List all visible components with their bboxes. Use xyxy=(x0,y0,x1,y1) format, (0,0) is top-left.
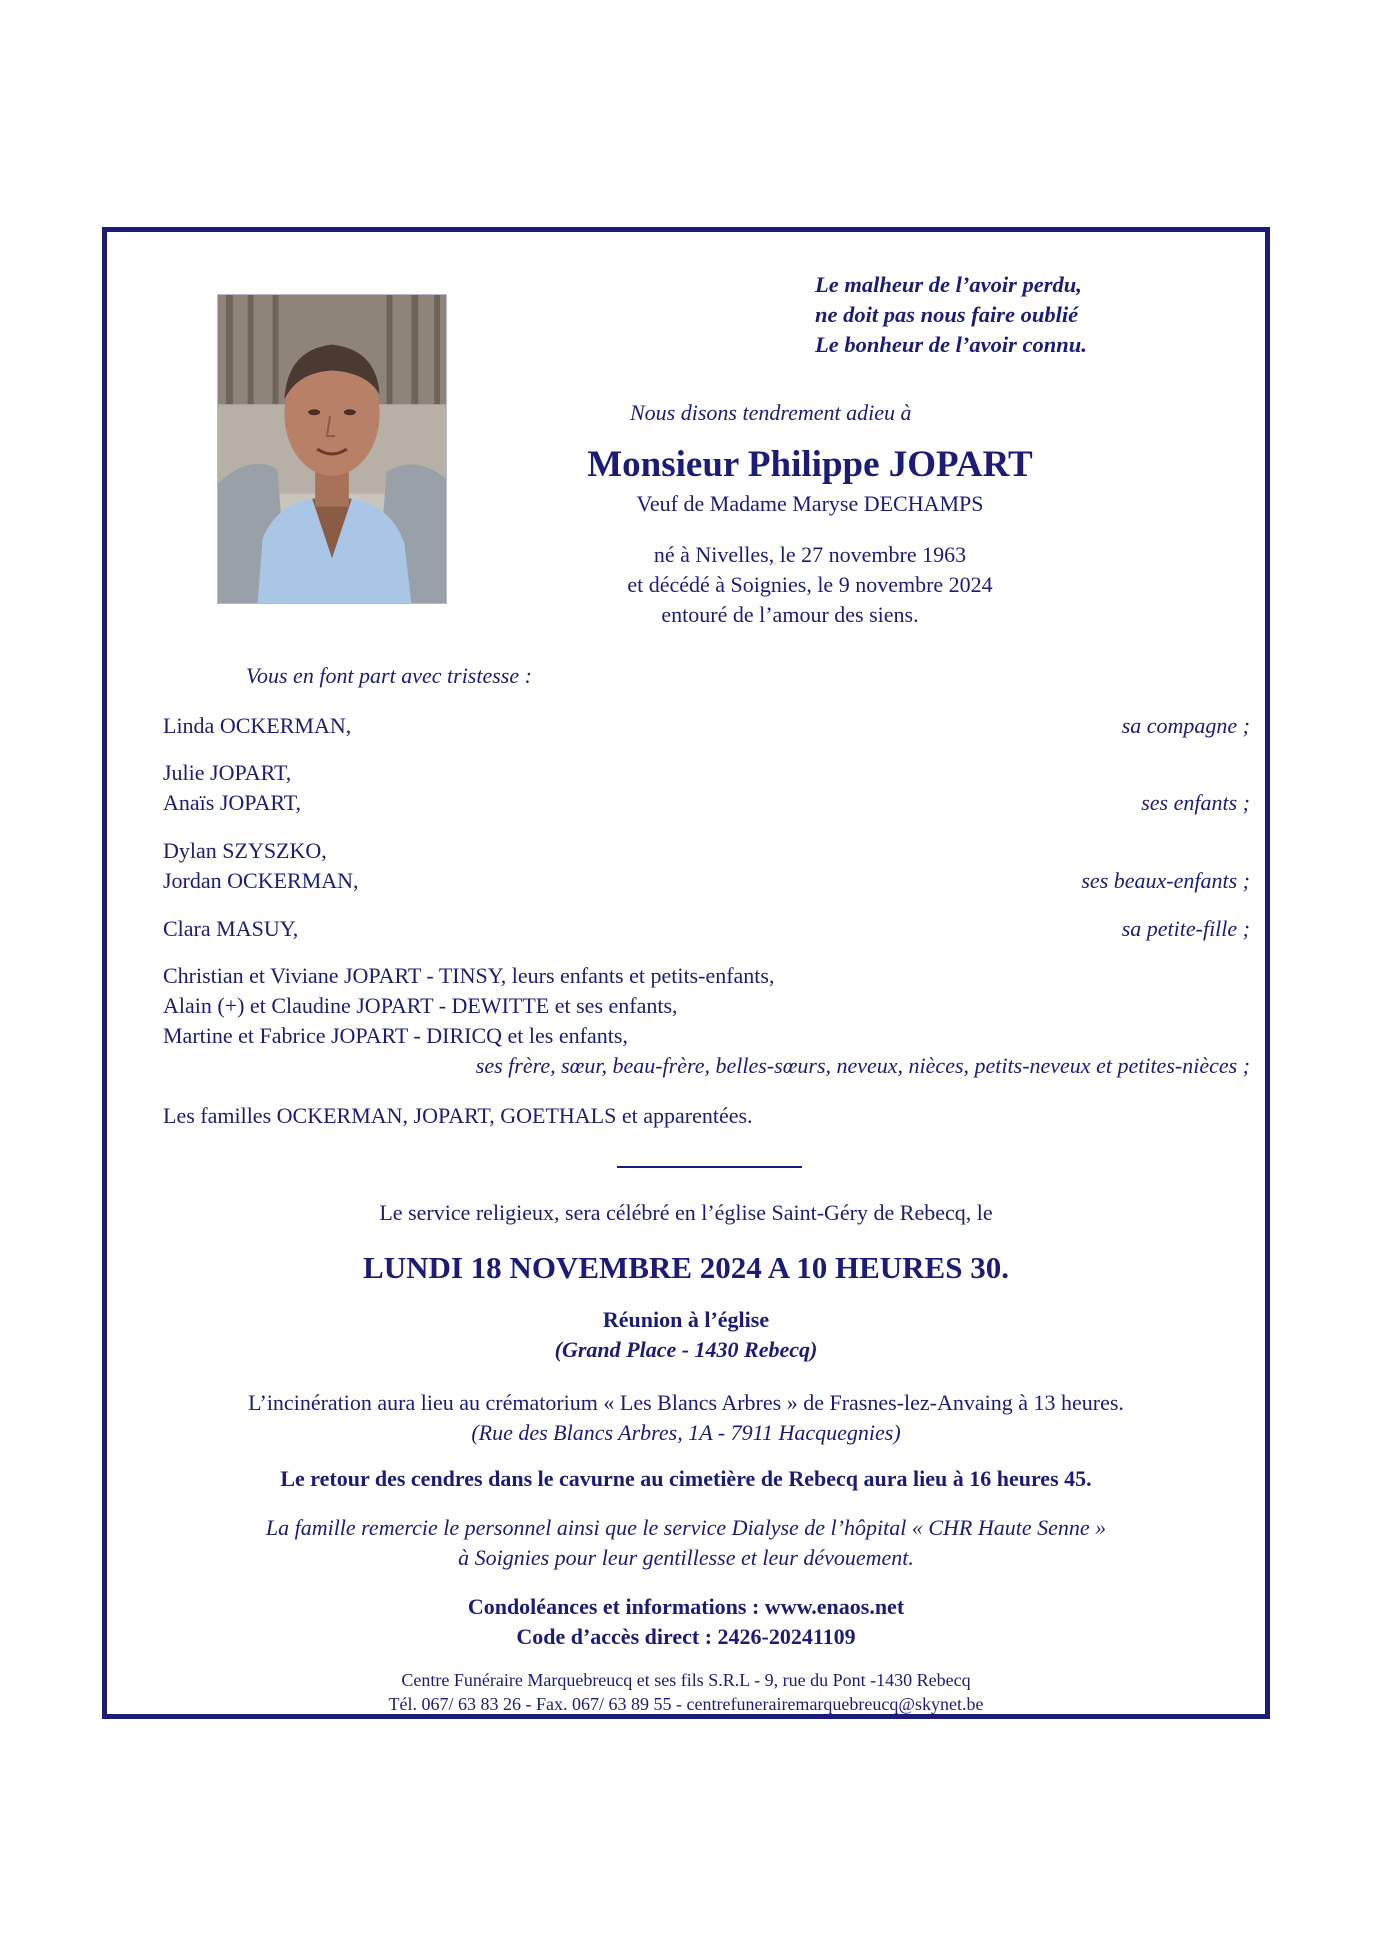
family-name: Dylan SZYSZKO, xyxy=(163,838,327,863)
family-name: Jordan OCKERMAN, xyxy=(163,868,359,893)
cremation-address: (Rue des Blancs Arbres, 1A - 7911 Hacquegnies) xyxy=(471,1420,901,1445)
meeting-address: (Grand Place - 1430 Rebecq) xyxy=(554,1337,818,1362)
portrait-photo xyxy=(217,294,447,604)
families-line: Les familles OCKERMAN, JOPART, GOETHALS et apparentées. xyxy=(163,1103,753,1128)
family-name: Martine et Fabrice JOPART - DIRICQ et les enfants, xyxy=(163,1023,628,1048)
funeral-home-address: Centre Funéraire Marquebreucq et ses fils S.R.L - 9, rue du Pont -1430 Rebecq xyxy=(401,1670,971,1690)
family-name: Clara MASUY, xyxy=(163,916,299,941)
ceremony-date: LUNDI 18 NOVEMBRE 2024 A 10 HEURES 30. xyxy=(363,1250,1009,1285)
funeral-home-contact: Tél. 067/ 63 83 26 - Fax. 067/ 63 89 55 - centrefunerairemarquebreucq@skynet.be xyxy=(388,1694,984,1714)
poem-line: Le malheur de l’avoir perdu, xyxy=(815,272,1082,297)
family-relation: ses beaux-enfants ; xyxy=(1081,868,1250,893)
family-intro: Vous en font part avec tristesse : xyxy=(246,663,532,688)
poem xyxy=(815,270,1087,360)
condolences-link[interactable]: Condoléances et informations : www.enaos.net xyxy=(467,1594,905,1619)
family-name: Christian et Viviane JOPART - TINSY, leurs enfants et petits-enfants, xyxy=(163,963,775,988)
birth-info: né à Nivelles, le 27 novembre 1963 xyxy=(653,542,967,567)
family-relation: sa compagne ; xyxy=(1121,713,1250,738)
meeting-place: Réunion à l’église xyxy=(602,1307,770,1332)
widow-of: Veuf de Madame Maryse DECHAMPS xyxy=(636,491,984,516)
thanks-line: à Soignies pour leur gentillesse et leur dévouement. xyxy=(458,1545,914,1570)
family-name: Alain (+) et Claudine JOPART - DEWITTE et ses enfants, xyxy=(163,993,678,1018)
thanks-line: La famille remercie le personnel ainsi que le service Dialyse de l’hôpital « CHR Haute Senne » xyxy=(265,1515,1107,1540)
family-name: Julie JOPART, xyxy=(163,760,292,785)
family-name: Anaïs JOPART, xyxy=(163,790,302,815)
death-info: et décédé à Soignies, le 9 novembre 2024 xyxy=(627,572,993,597)
family-relation: ses frère, sœur, beau-frère, belles-sœurs, neveux, nièces, petits-neveux et petites-nièces ; xyxy=(475,1053,1250,1078)
separator-line xyxy=(617,1166,802,1168)
ashes-text: Le retour des cendres dans le cavurne au cimetière de Rebecq aura lieu à 16 heures 45. xyxy=(280,1466,1092,1491)
family-relation: sa petite-fille ; xyxy=(1121,916,1250,941)
cremation-text: L’incinération aura lieu au crématorium « Les Blancs Arbres » de Frasnes-lez-Anvaing à 13 heures. xyxy=(248,1390,1124,1415)
service-text: Le service religieux, sera célébré en l’église Saint-Géry de Rebecq, le xyxy=(379,1200,993,1225)
surrounded-text: entouré de l’amour des siens. xyxy=(661,602,919,627)
family-relation: ses enfants ; xyxy=(1141,790,1250,815)
poem-line: Le bonheur de l’avoir connu. xyxy=(815,332,1087,357)
family-name: Linda OCKERMAN, xyxy=(163,713,352,738)
poem-line: ne doit pas nous faire oublié xyxy=(815,302,1079,327)
deceased-name: Monsieur Philippe JOPART xyxy=(587,444,1033,485)
access-code: Code d’accès direct : 2426-20241109 xyxy=(516,1624,856,1649)
farewell-intro: Nous disons tendrement adieu à xyxy=(630,400,912,425)
